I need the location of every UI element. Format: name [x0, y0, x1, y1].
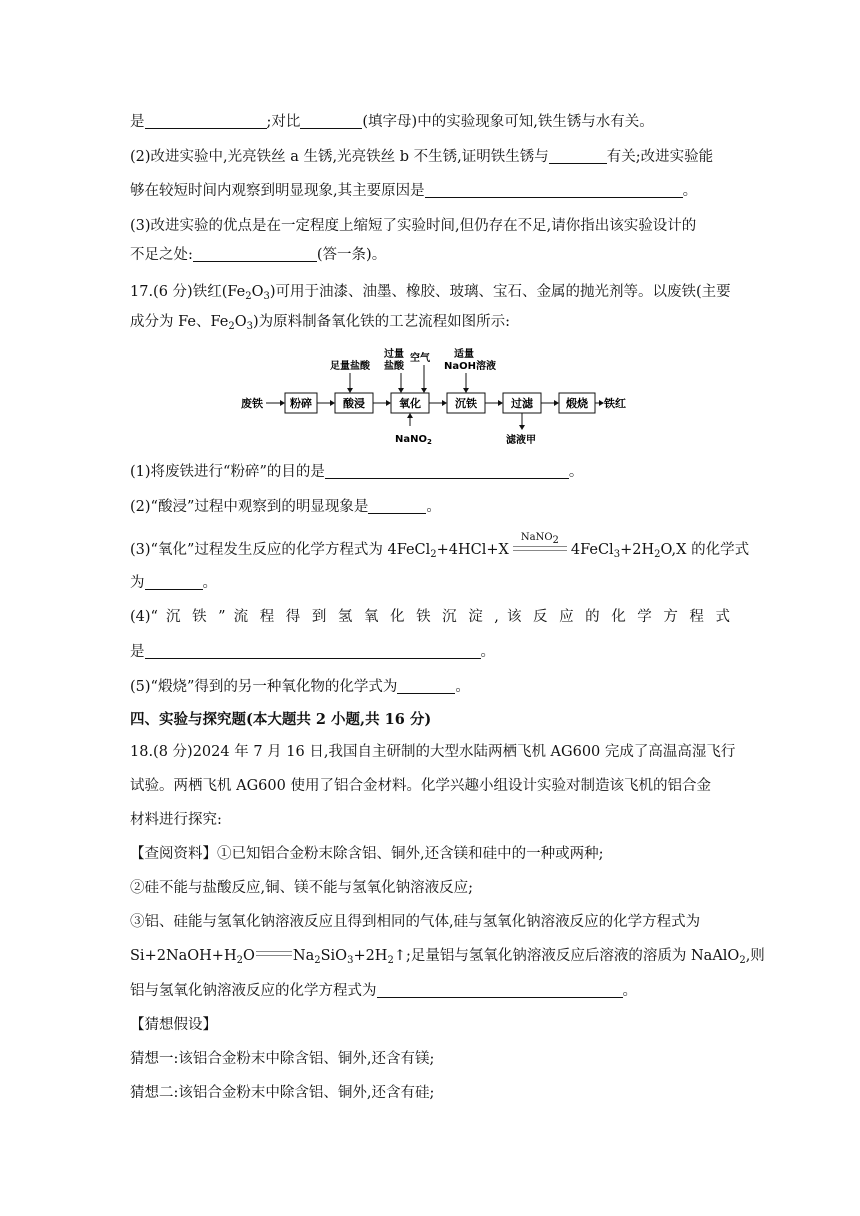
hypothesis-heading: 【猜想假设】 [130, 1017, 217, 1033]
answer-blank [425, 183, 683, 198]
process-flow-diagram [238, 344, 630, 446]
text-line-3: 够在较短时间内观察到明显现象,其主要原因是 。 [130, 183, 698, 199]
reagent-hcl-label-2: 盐酸 [384, 361, 404, 372]
info-line-4: $Si+2NaOH+H_2O$ $Na_2SiO_3+2H_2↑$;足量铝与氢氧化钠溶液反应后溶液的溶质为 NaAlO$_2$,则 [130, 948, 765, 966]
section-heading: 四、实验与探究题(本大题共 2 小题,共 16 分) [130, 711, 432, 728]
text-line-5: 不足之处: (答一条)。 [130, 247, 387, 263]
equals-sign [256, 951, 292, 956]
answer-blank [145, 644, 481, 659]
reaction-condition-arrow: NaNO$_2$ [511, 538, 569, 558]
q17-part-5: (5)“煅烧”得到的另一种氧化物的化学式为 。 [130, 679, 470, 695]
answer-blank [145, 114, 267, 129]
answer-blank [397, 679, 455, 694]
filtrate-label: 滤液甲 [506, 435, 536, 446]
reagent-nano2-label: NaNO$_2$ [395, 434, 432, 446]
answer-blank [377, 983, 623, 998]
reagent-naoh-label-2: NaOH溶液 [444, 361, 496, 372]
reagent-acid-label: 足量盐酸 [330, 361, 370, 372]
hypothesis-1: 猜想一:该铝合金粉末中除含铝、铜外,还含有镁; [130, 1051, 435, 1067]
q17-part-3: (3)“氧化”过程发生反应的化学方程式为 4FeCl$_2$+4HCl+X NaNO$_2$ $4FeCl_3+2H_2O,X$ 的化学式 [130, 532, 750, 560]
answer-blank [300, 114, 362, 129]
answer-blank [368, 499, 426, 514]
q17-part-1: (1)将废铁进行“粉碎”的目的是 。 [130, 464, 584, 480]
question-17-line-2: 成分为 Fe、$Fe_2O_3$)为原料制备氧化铁的工艺流程如图所示: [130, 314, 510, 332]
info-line-3: ③铝、硅能与氢氧化钠溶液反应且得到相同的气体,硅与氢氧化钠溶液反应的化学方程式为 [130, 914, 701, 930]
info-line-5: 铝与氢氧化钠溶液反应的化学方程式为 。 [130, 983, 637, 999]
flow-step-calcination-label: 煅烧 [566, 397, 588, 410]
question-17-line-1: 17.(6 分)铁红$(Fe_2O_3)$可用于油漆、油墨、橡胶、玻璃、宝石、金属的抛光剂等。以废铁(主要 [130, 284, 731, 302]
q17-part-4: (4)“ 沉 铁 ” 流 程 得 到 氢 氧 化 铁 沉 淀 , 该 反 应 的 化 学 方 程 式 [130, 609, 730, 625]
flow-step-acid-leach-label: 酸浸 [343, 397, 365, 410]
question-18-line-1: 18.(8 分)2024 年 7 月 16 日,我国自主研制的大型水陆两栖飞机 AG600 完成了高温高湿飞行 [130, 744, 736, 760]
answer-blank [193, 247, 317, 262]
info-line-1: 【查阅资料】①已知铝合金粉末除含铝、铜外,还含镁和硅中的一种或两种; [130, 846, 604, 862]
hypothesis-2: 猜想二:该铝合金粉末中除含铝、铜外,还含有硅; [130, 1085, 435, 1101]
q17-part-3-cont: 为 。 [130, 575, 217, 591]
q17-part-4-cont: 是 。 [130, 644, 495, 660]
text-line-1: 是 ;对比 (填字母)中的实验现象可知,铁生锈与水有关。 [130, 114, 654, 130]
flow-step-oxidation-label: 氧化 [399, 397, 421, 410]
flow-start-label: 废铁 [241, 397, 263, 410]
info-line-2: ②硅不能与盐酸反应,铜、镁不能与氢氧化钠溶液反应; [130, 880, 473, 896]
question-18-line-3: 材料进行探究: [130, 812, 222, 828]
text-line-4: (3)改进实验的优点是在一定程度上缩短了实验时间,但仍存在不足,请你指出该实验设计的 [130, 218, 697, 234]
flow-step-filtration-label: 过滤 [511, 397, 533, 410]
answer-blank [549, 149, 607, 164]
answer-blank [145, 575, 203, 590]
question-18-line-2: 试验。两栖飞机 AG600 使用了铝合金材料。化学兴趣小组设计实验对制造该飞机的铝合金 [130, 778, 711, 794]
flow-step-crush-label: 粉碎 [290, 397, 312, 410]
q17-part-2: (2)“酸浸”过程中观察到的明显现象是 。 [130, 499, 441, 515]
flow-end-label: 铁红 [604, 397, 626, 410]
text-line-2: (2)改进实验中,光亮铁丝 a 生锈,光亮铁丝 b 不生锈,证明铁生锈与 有关;改进实验能 [130, 149, 714, 165]
answer-blank [325, 464, 569, 479]
flow-step-precipitate-iron-label: 沉铁 [455, 397, 477, 410]
reagent-hcl-label-1: 过量 [384, 349, 404, 360]
reagent-air-label: 空气 [410, 353, 430, 364]
reagent-naoh-label-1: 适量 [454, 349, 474, 360]
